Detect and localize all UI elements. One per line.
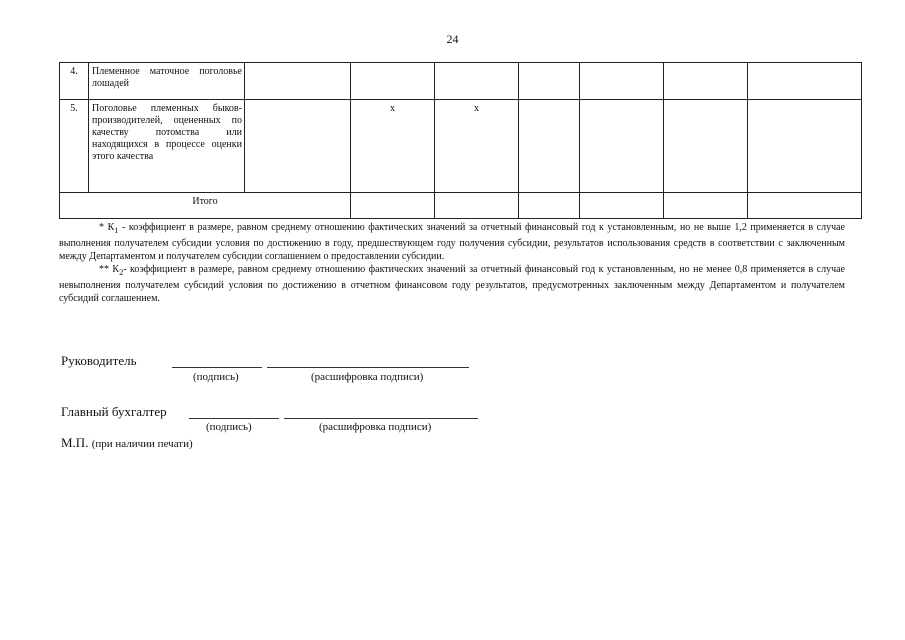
footnote-k1-prefix: * К bbox=[99, 222, 115, 233]
row-name: Поголовье племенных быков-производителей, оцененных по качеству потомства или находящихся в процессе оценки этого качества bbox=[89, 100, 245, 193]
subsidy-table bbox=[59, 62, 862, 219]
table-cell bbox=[435, 63, 519, 100]
table-cell bbox=[351, 193, 435, 219]
row-number: 4. bbox=[60, 63, 89, 100]
head-decoding-line bbox=[267, 367, 469, 368]
accountant-signature-caption: (подпись) bbox=[206, 421, 252, 433]
row-number: 5. bbox=[60, 100, 89, 193]
table-cell bbox=[519, 100, 580, 193]
footnote-k1 bbox=[59, 221, 845, 263]
table-cell bbox=[245, 63, 351, 100]
total-label: Итого bbox=[60, 193, 351, 219]
stamp-label: М.П. bbox=[61, 435, 89, 450]
stamp-block bbox=[61, 435, 193, 451]
table-row bbox=[60, 100, 862, 193]
footnote-k2-text: - коэффициент в размере, равном среднему отношению фактических значений за отчетный финансовый год к установленным, но не менее 0,8 применяется в случае невыполнения получателем субсидий условия по достижению в отчетном финансовом году результатов, предусмотренных заключенным между Департаментом и получателем субсидий соглашением. bbox=[59, 264, 845, 304]
table-total-row bbox=[60, 193, 862, 219]
stamp-note: (при наличии печати) bbox=[91, 438, 193, 450]
accountant-label: Главный бухгалтер bbox=[61, 404, 167, 419]
head-label: Руководитель bbox=[61, 353, 137, 368]
accountant-decoding-line bbox=[284, 418, 478, 419]
head-signature-line bbox=[172, 367, 262, 368]
head-signature-caption: (подпись) bbox=[193, 371, 239, 383]
footnote-k1-subscript: 1 bbox=[114, 226, 119, 235]
table-cell bbox=[519, 193, 580, 219]
accountant-decoding-caption: (расшифровка подписи) bbox=[319, 421, 432, 433]
table-cell bbox=[435, 193, 519, 219]
footnote-k2-subscript: 2 bbox=[119, 268, 124, 277]
footnote-k1-text: - коэффициент в размере, равном среднему отношению фактических значений за отчетный финансовый год к установленным, но не выше 1,2 применяется в случае выполнения получателем субсидии условия по достижению в году, предшествующем году получения субсидии, результатов использования средств в соответствии с заключенным между Департаментом и получателем субсидии соглашением о предоставлении субсидии. bbox=[59, 222, 845, 262]
accountant-signature-line bbox=[189, 418, 279, 419]
table-cell bbox=[748, 63, 862, 100]
table-cell bbox=[519, 63, 580, 100]
row-name: Племенное маточное поголовье лошадей bbox=[89, 63, 245, 100]
table-cell bbox=[245, 100, 351, 193]
table-cell bbox=[748, 100, 862, 193]
page-number: 24 bbox=[446, 32, 459, 46]
table-cell: х bbox=[351, 100, 435, 193]
head-decoding-caption: (расшифровка подписи) bbox=[311, 371, 424, 383]
table-row bbox=[60, 63, 862, 100]
table-cell bbox=[580, 63, 664, 100]
footnotes bbox=[59, 221, 845, 305]
table-cell bbox=[351, 63, 435, 100]
footnote-k2-prefix: ** К bbox=[99, 264, 120, 275]
table-cell bbox=[580, 193, 664, 219]
table-cell bbox=[664, 63, 748, 100]
footnote-k2 bbox=[59, 263, 845, 305]
table-cell: х bbox=[435, 100, 519, 193]
table-cell bbox=[664, 100, 748, 193]
table-cell bbox=[580, 100, 664, 193]
table-cell bbox=[664, 193, 748, 219]
table-cell bbox=[748, 193, 862, 219]
